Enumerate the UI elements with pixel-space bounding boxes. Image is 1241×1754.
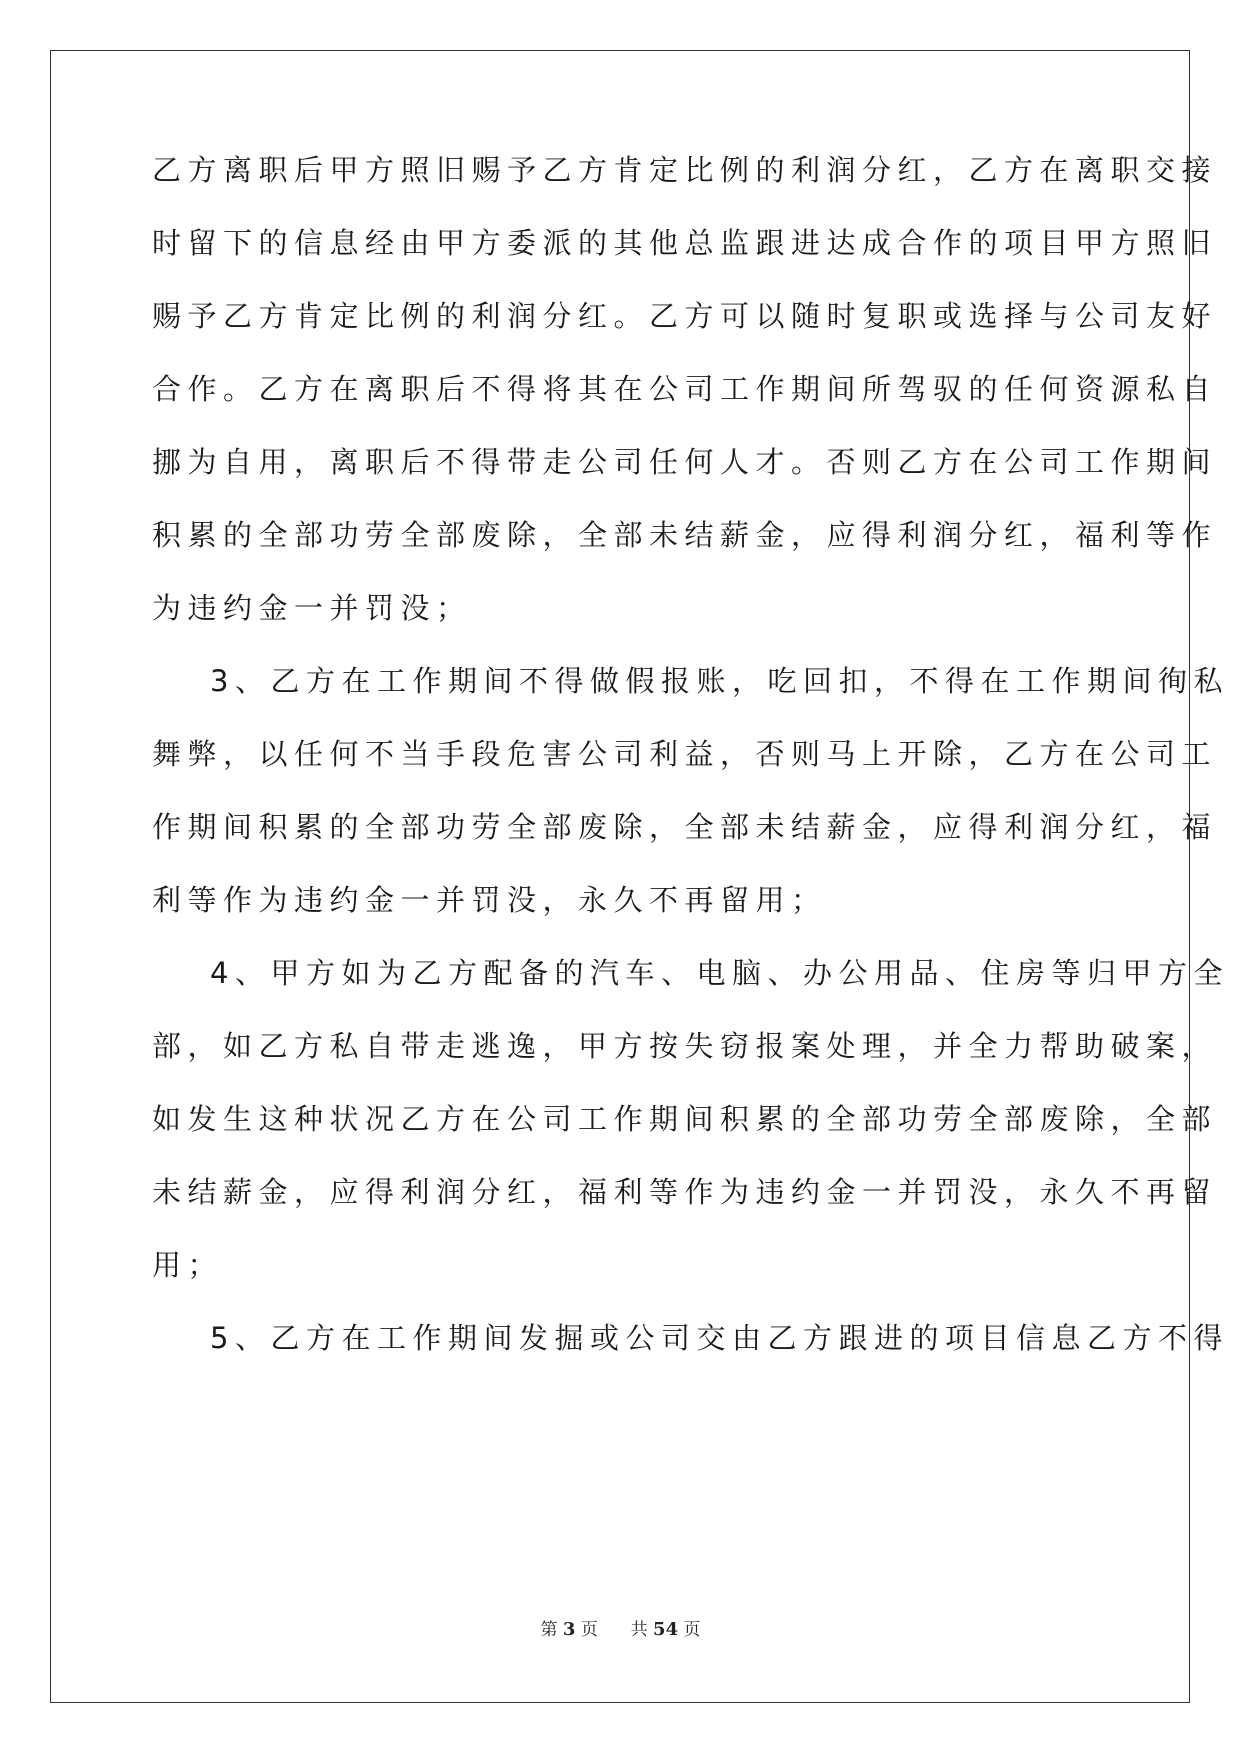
total-page-count: 54 <box>653 1619 679 1640</box>
text-line: 乙方离职后甲方照旧赐予乙方肯定比例的利润分红，乙方在离职交接 <box>152 153 1218 187</box>
footer-total-suffix: 页 <box>683 1620 701 1640</box>
text-line: 时留下的信息经由甲方委派的其他总监跟进达成合作的项目甲方照旧 <box>152 226 1218 260</box>
text-line: 舞弊，以任何不当手段危害公司利益，否则马上开除，乙方在公司工 <box>152 737 1218 771</box>
text-line: 3、乙方在工作期间不得做假报账，吃回扣，不得在工作期间徇私 <box>210 664 1229 698</box>
footer-prefix: 第 <box>540 1620 558 1640</box>
text-line: 挪为自用，离职后不得带走公司任何人才。否则乙方在公司工作期间 <box>152 445 1218 479</box>
page-footer <box>0 1615 1241 1640</box>
footer-page-suffix: 页 <box>580 1620 598 1640</box>
text-line: 如发生这种状况乙方在公司工作期间积累的全部功劳全部废除，全部 <box>152 1102 1218 1136</box>
text-line: 积累的全部功劳全部废除，全部未结薪金，应得利润分红，福利等作 <box>152 518 1218 552</box>
text-line: 部，如乙方私自带走逃逸，甲方按失窃报案处理，并全力帮助破案， <box>152 1029 1218 1063</box>
text-line: 4、甲方如为乙方配备的汽车、电脑、办公用品、住房等归甲方全 <box>210 956 1229 990</box>
text-line: 作期间积累的全部功劳全部废除，全部未结薪金，应得利润分红，福 <box>152 810 1218 844</box>
footer-total-prefix: 共 <box>630 1620 648 1640</box>
text-line: 赐予乙方肯定比例的利润分红。乙方可以随时复职或选择与公司友好 <box>152 299 1218 333</box>
text-line: 合作。乙方在离职后不得将其在公司工作期间所驾驭的任何资源私自 <box>152 372 1218 406</box>
text-line: 为违约金一并罚没； <box>152 591 472 625</box>
text-line: 利等作为违约金一并罚没，永久不再留用； <box>152 883 827 917</box>
text-line: 5、乙方在工作期间发掘或公司交由乙方跟进的项目信息乙方不得 <box>210 1321 1229 1355</box>
text-line: 用； <box>152 1248 224 1282</box>
text-line: 未结薪金，应得利润分红，福利等作为违约金一并罚没，永久不再留 <box>152 1175 1218 1209</box>
current-page-number: 3 <box>562 1619 576 1640</box>
